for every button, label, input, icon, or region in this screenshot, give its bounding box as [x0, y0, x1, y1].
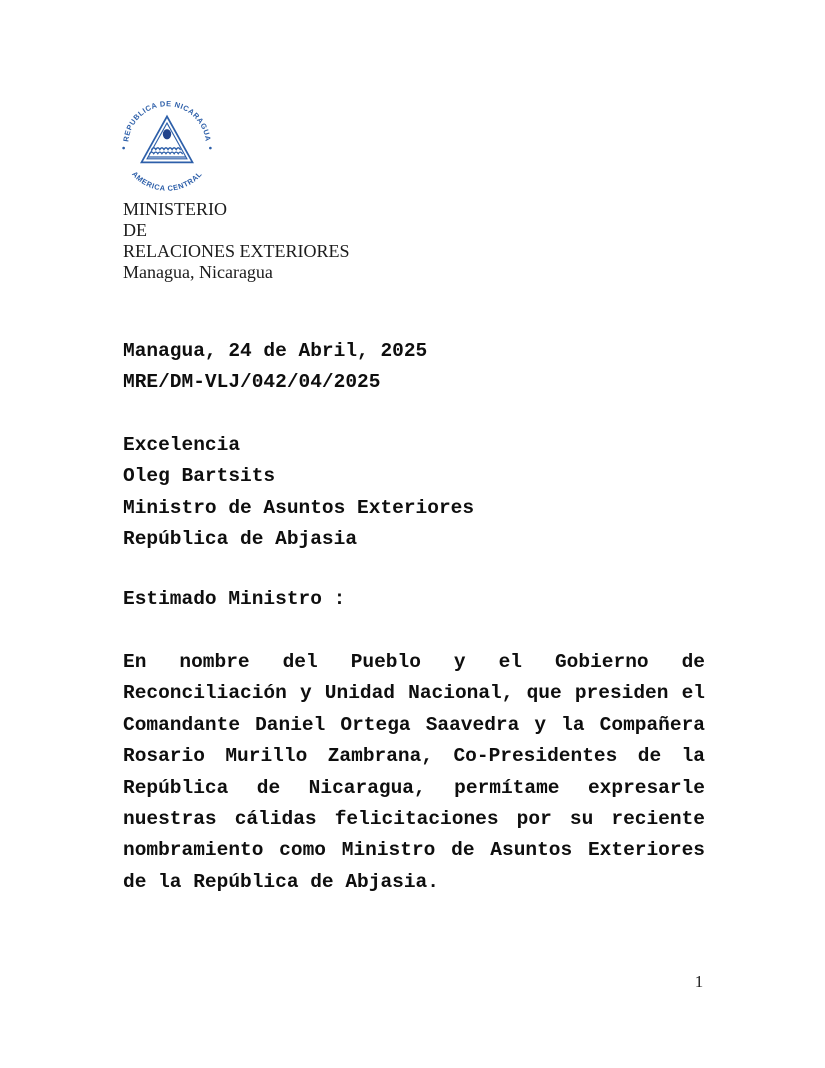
- svg-text:AMERICA CENTRAL: [130, 169, 204, 192]
- body-line: Reconciliación y Unidad Nacional, que presiden el: [123, 682, 705, 705]
- seal-right-dot: [209, 147, 212, 150]
- recipient-block: [123, 430, 474, 556]
- letterhead-line-ministerio: MINISTERIO: [123, 199, 227, 219]
- seal-top-text: REPUBLICA DE NICARAGUA: [121, 99, 213, 143]
- body-line: Rosario Murillo Zambrana, Co-Presidentes de la: [123, 745, 705, 768]
- letterhead-line-de: DE: [123, 220, 147, 240]
- seal-triangle-interior: [149, 129, 186, 157]
- letterhead: [123, 199, 350, 283]
- body-line: Comandante Daniel Ortega Saavedra y la Compañera: [123, 713, 705, 736]
- seal-triangle: [141, 116, 192, 162]
- reference-number: MRE/DM-VLJ/042/04/2025: [123, 371, 381, 394]
- letter-body: [123, 647, 705, 898]
- salutation: Estimado Ministro :: [123, 588, 346, 610]
- body-line: República de Nicaragua, permítame expresarle: [123, 776, 705, 799]
- recipient-title: Ministro de Asuntos Exteriores: [123, 496, 475, 519]
- nicaragua-seal-icon: [113, 96, 221, 196]
- seal-bottom-text: AMERICA CENTRAL: [130, 169, 204, 193]
- seal-left-dot: [122, 147, 125, 150]
- letterhead-line-city: Managua, Nicaragua: [123, 262, 273, 282]
- page-number: 1: [694, 972, 704, 991]
- body-line: de la República de Abjasia.: [123, 870, 439, 893]
- body-line: nombramiento como Ministro de Asuntos Exteriores: [123, 839, 705, 862]
- recipient-country: República de Abjasia: [123, 528, 358, 551]
- date-reference-block: [123, 336, 427, 399]
- letterhead-line-relaciones: RELACIONES EXTERIORES: [123, 241, 350, 261]
- place-date-line: Managua, 24 de Abril, 2025: [123, 340, 428, 362]
- recipient-honorific: Excelencia: [123, 434, 241, 456]
- body-line: En nombre del Pueblo y el Gobierno de: [123, 651, 705, 673]
- recipient-name: Oleg Bartsits: [123, 465, 276, 488]
- body-line: nuestras cálidas felicitaciones por su reciente: [123, 808, 705, 831]
